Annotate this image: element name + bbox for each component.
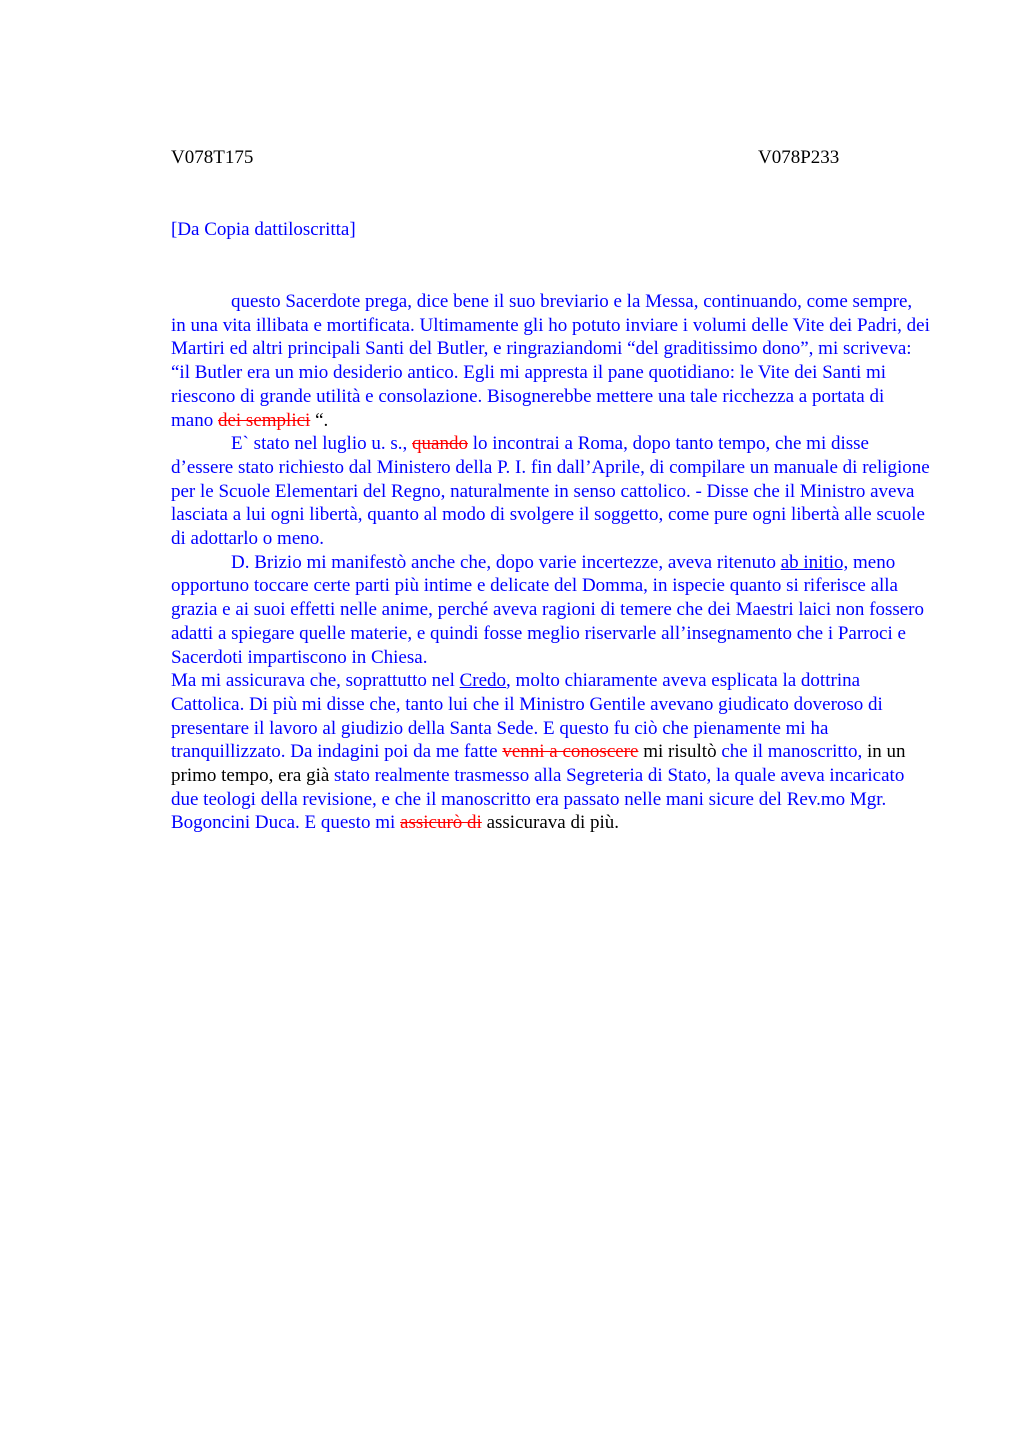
- paragraph-1: [171, 290, 931, 432]
- deleted-text: assicurò di: [400, 812, 482, 834]
- paragraph-2-text-end: lo incontrai a Roma, dopo tanto tempo, che mi disse d’essere stato richiesto dal Ministero della P. I. fin dall’Aprile, di compilare un manuale di religione per le Scuole Elementari del Regno, naturalmente in senso cattolico. - Disse che il Ministro aveva lasciata a lui ogni libertà, quanto al modo di svolgere il soggetto, come pure ogni libertà alle scuole di adottarlo o meno.: [171, 433, 930, 550]
- underlined-phrase: ab initio,: [780, 551, 849, 573]
- inserted-text: mi risultò: [638, 741, 722, 763]
- paragraph-2: [171, 432, 931, 551]
- paragraph-3-text-end: meno opportuno toccare certe parti più intime e delicate del Domma, in ispecie quanto si riferisce alla grazia e ai suoi effetti nelle anime, perché aveva ragioni di temere che dei Maestri laici non fossero adatti a spiegare quelle materie, e quindi fosse meglio riservarle all’insegnamento che i Parroci e Sacerdoti impartiscono in Chiesa.: [171, 551, 924, 668]
- closing-quote: “.: [310, 409, 329, 431]
- paragraph-1-text: questo Sacerdote prega, dice bene il suo breviario e la Messa, continuando, come sempre, in una vita illibata e mortificata. Ultimamente gli ho potuto inviare i volumi delle Vite dei Padri, dei Martiri ed altri principali Santi del Butler, e ringraziandomi “del graditissimo dono”, mi scriveva: “il Butler era un mio desiderio antico. Egli mi appresta il pane quotidiano: le Vite dei Santi mi riescono di grande utilità e consolazione. Bisognerebbe mettere una tale ricchezza a portata di mano: [171, 291, 930, 431]
- paragraph-4-text-start: Ma mi assicurava che, soprattutto nel: [171, 670, 460, 692]
- document-body: [171, 290, 931, 835]
- deleted-text: venni a conoscere: [502, 741, 639, 763]
- paragraph-4-text-middle: , molto chiaramente aveva esplicata la dottrina Cattolica. Di più mi disse che, tanto lui che il Ministro Gentile avevano giudicato doveroso di presentare il lavoro al giudizio della Santa Sede. E questo fu ciò che pienamente mi ha tranquillizzato. Da indagini poi da me fatte: [171, 670, 883, 763]
- paragraph-4-text-c: che il manoscritto,: [721, 741, 863, 763]
- paragraph-4: [171, 669, 931, 835]
- underlined-phrase: Credo: [459, 670, 507, 692]
- deleted-text: quando: [412, 433, 468, 455]
- source-note: [Da Copia dattiloscritta]: [171, 219, 356, 240]
- document-code-right: V078P233: [758, 147, 840, 168]
- inserted-text: assicurava di più.: [481, 812, 620, 834]
- paragraph-3: [171, 551, 931, 670]
- document-code-left: V078T175: [171, 147, 254, 168]
- inserted-text: in un primo tempo, era già: [171, 741, 906, 787]
- paragraph-4-text-d: stato realmente trasmesso alla Segreteria di Stato, la quale aveva incaricato due teologi della revisione, e che il manoscritto era passato nelle mani sicure del Rev.mo Mgr. Bogoncini Duca. E questo mi: [171, 765, 905, 834]
- paragraph-3-text-start: D. Brizio mi manifestò anche che, dopo varie incertezze, aveva ritenuto: [231, 551, 781, 573]
- deleted-text: dei semplici: [217, 409, 311, 431]
- paragraph-2-text-start: E` stato nel luglio u. s.,: [231, 433, 413, 455]
